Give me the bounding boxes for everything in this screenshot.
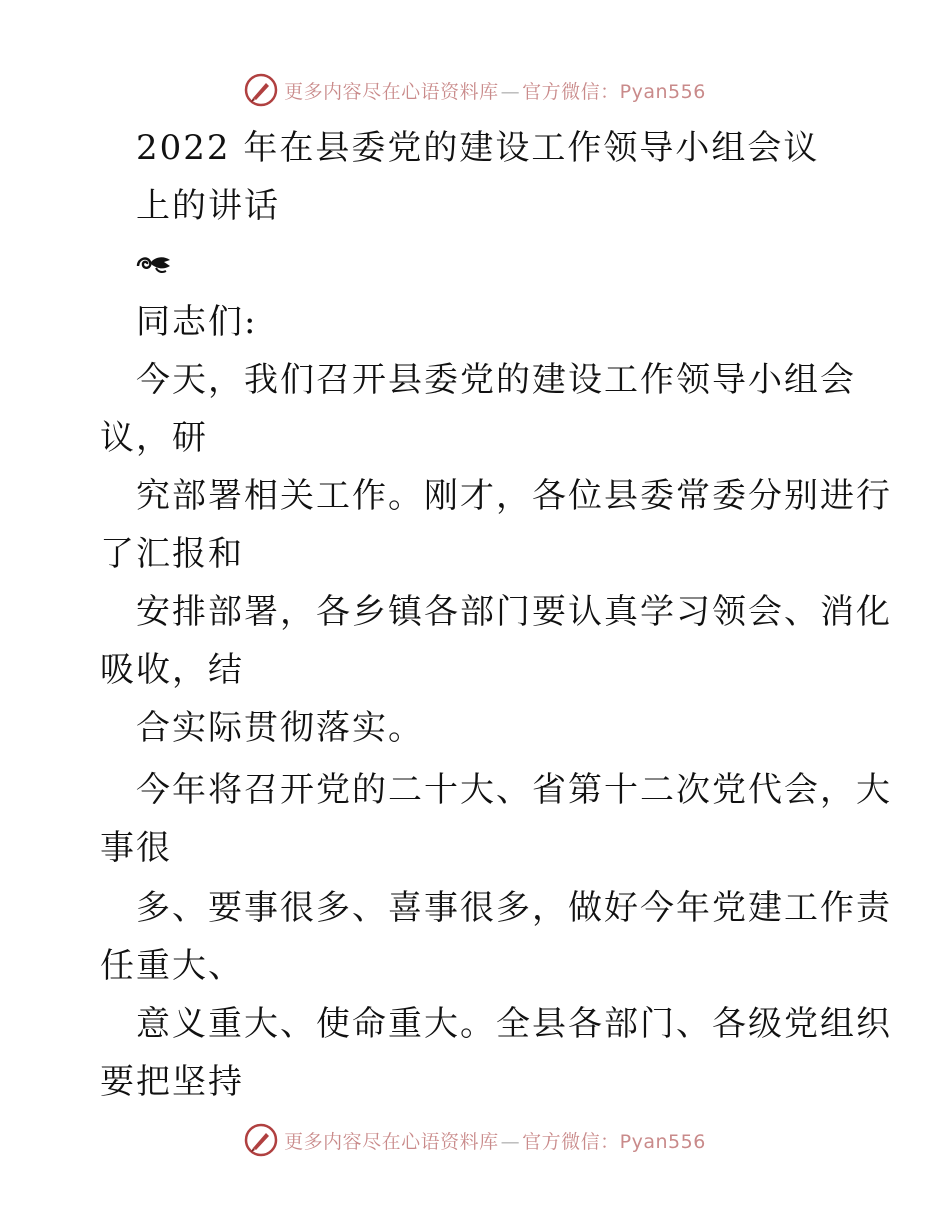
pen-logo-icon: [244, 73, 278, 107]
footer-watermark: [0, 1120, 950, 1160]
body-line: 今年将召开党的二十大、省第十二次党代会，大: [136, 770, 892, 810]
body-line: 多、要事很多、喜事很多，做好今年党建工作责: [136, 888, 892, 928]
body-line: 今天，我们召开县委党的建设工作领导小组会: [136, 360, 856, 400]
body-line: 议，研: [100, 418, 208, 458]
watermark-prefix: 更多内容尽在心语资料库: [284, 80, 499, 103]
pen-logo-icon: [244, 1123, 278, 1157]
doc-title-line1: 2022 年在县委党的建设工作领导小组会议: [136, 128, 820, 168]
watermark-suffix: 官方微信：Pyan556: [522, 1130, 706, 1153]
body-line: 要把坚持: [100, 1062, 244, 1102]
body-line: 事很: [100, 828, 172, 868]
fleuron-icon: [134, 250, 174, 276]
body-line: 任重大、: [100, 946, 244, 986]
watermark-dash: —: [500, 80, 521, 103]
body-line: 同志们:: [136, 302, 258, 342]
body-line: 安排部署，各乡镇各部门要认真学习领会、消化: [136, 592, 892, 632]
watermark-prefix: 更多内容尽在心语资料库: [284, 1130, 499, 1153]
body-line: 吸收，结: [100, 650, 244, 690]
watermark-suffix: 官方微信：Pyan556: [522, 80, 706, 103]
body-line: 究部署相关工作。刚才，各位县委常委分别进行: [136, 476, 892, 516]
watermark-dash: —: [500, 1130, 521, 1153]
doc-title-line2: 上的讲话: [136, 186, 280, 226]
body-line: 意义重大、使命重大。全县各部门、各级党组织: [136, 1004, 892, 1044]
body-line: 了汇报和: [100, 534, 244, 574]
header-watermark: [0, 70, 950, 110]
body-line: 合实际贯彻落实。: [136, 708, 424, 748]
